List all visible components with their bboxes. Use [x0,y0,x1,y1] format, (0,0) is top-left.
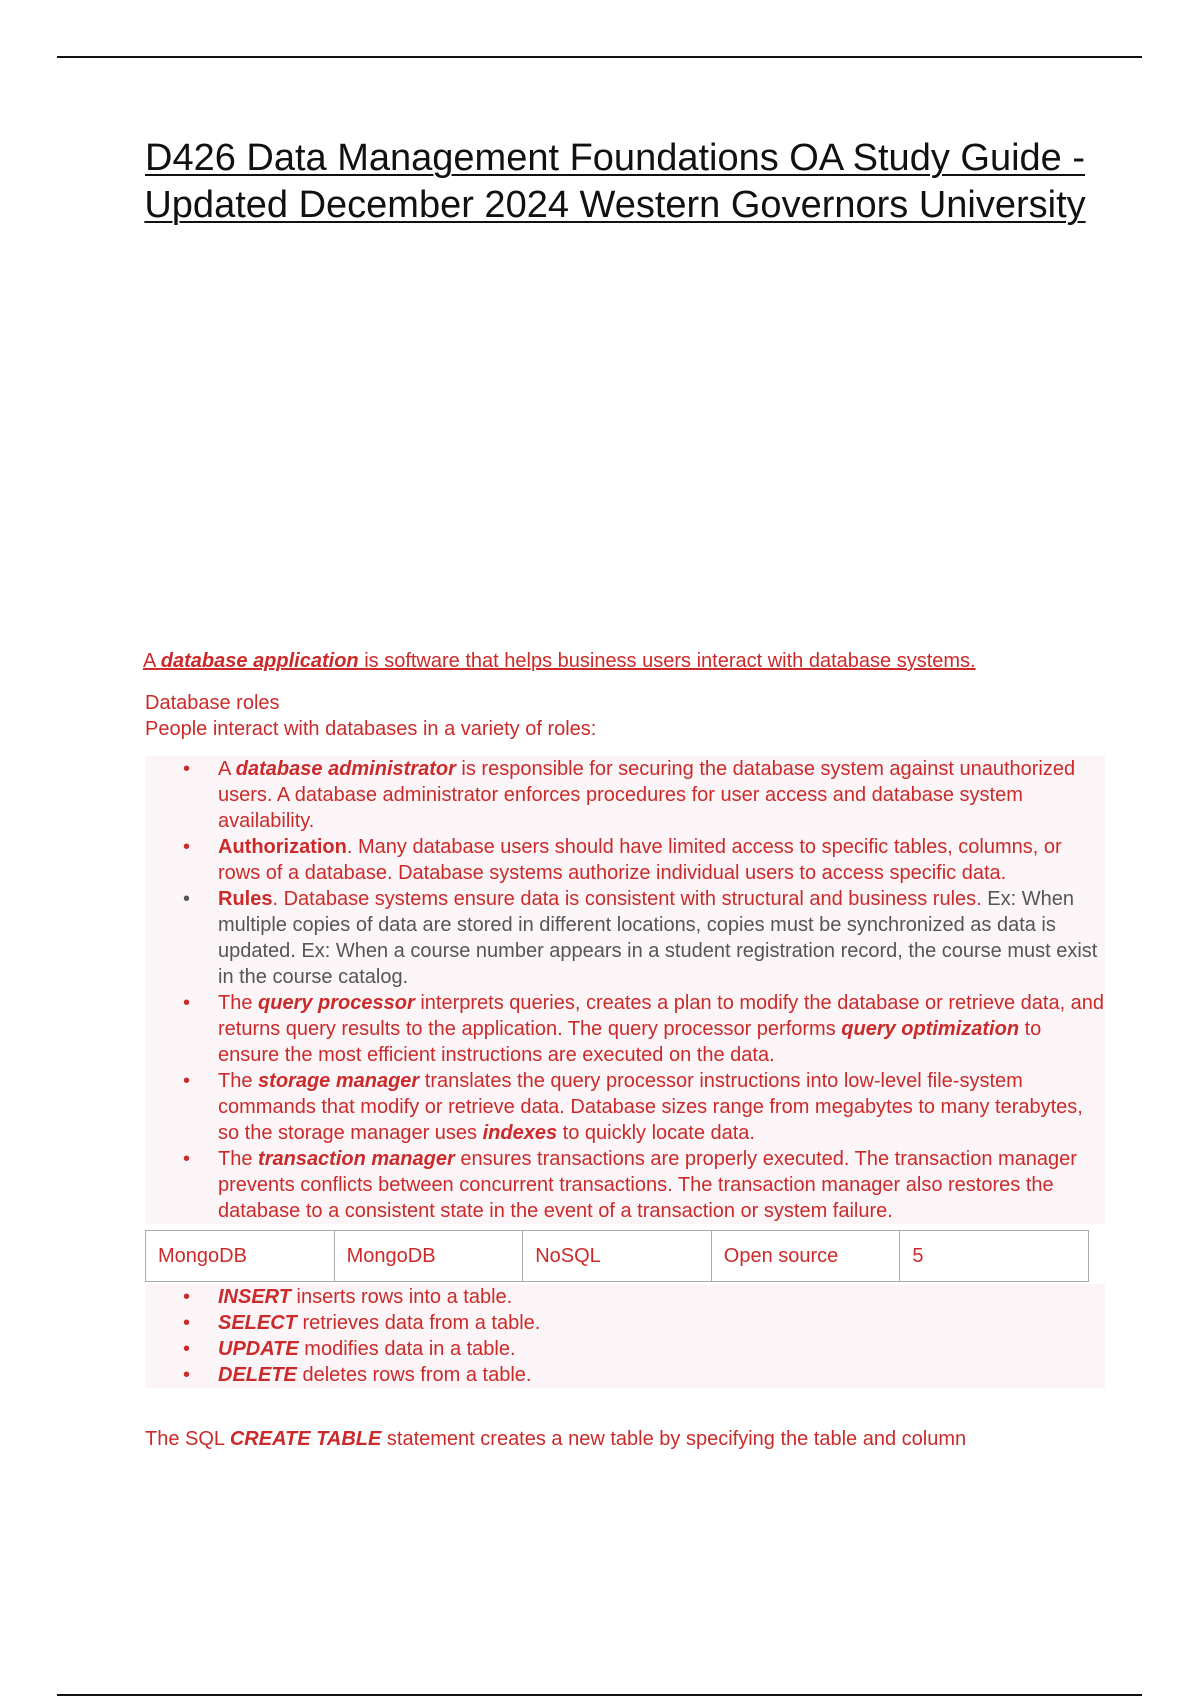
create-pre: The SQL [145,1428,230,1450]
list-item [145,1146,1105,1224]
insert-post: inserts rows into a table. [290,1286,513,1308]
document-body [145,648,1105,1452]
bullet-icon: • [183,836,191,858]
tm-term: transaction manager [258,1148,455,1170]
bullet-icon: • [183,1148,191,1170]
list-item [145,1362,1105,1388]
bullet-icon: • [183,758,191,780]
bullet-icon: • [183,992,191,1014]
intro-pre: A [143,650,161,672]
create-post: statement creates a new table by specifying the table and column [381,1428,967,1450]
list-item [145,1310,1105,1336]
top-rule [57,56,1142,58]
auth-term: Authorization [218,836,347,858]
sm-term: storage manager [258,1070,420,1092]
delete-post: deletes rows from a table. [296,1364,532,1386]
select-term: SELECT [218,1312,297,1334]
list-item [145,756,1105,834]
select-post: retrieves data from a table. [296,1312,541,1334]
list-item [145,1336,1105,1362]
sm-post: to quickly locate data. [557,1122,755,1144]
bullet-icon: • [183,1312,191,1334]
tm-post: ensures transactions are properly executed. The transaction manager prevents conflicts between concurrent transactions. The transaction manager also restores the database to a consistent state in the event of a transaction or system failure. [218,1148,1077,1222]
roles-list [145,756,1105,1224]
create-table-paragraph [145,1426,1105,1452]
update-term: UPDATE [218,1338,299,1360]
document-title: D426 Data Management Foundations OA Study Guide - Updated December 2024 Western Governors University [144,137,1086,226]
list-item [145,1284,1105,1310]
dba-post: is responsible for securing the database system against unauthorized users. A database administrator enforces procedures for user access and database system availability. [218,758,1076,832]
tm-pre: The [218,1148,259,1170]
sm-mid: translates the query processor instructions into low-level file-system commands that modify or retrieve data. Database sizes range from megabytes to many terabytes, so the storage manager uses [218,1070,1083,1144]
intro-term: database application [160,650,359,672]
rules-term: Rules [218,888,273,910]
auth-post: . Many database users should have limited access to specific tables, columns, or rows of a database. Database systems authorize individual users to access specific data. [218,836,1062,884]
intro-post: is software that helps business users interact with database systems. [358,650,976,672]
dba-term: database administrator [235,758,456,780]
sm-term2: indexes [482,1122,558,1144]
create-term: CREATE TABLE [229,1428,382,1450]
rules-post: . Database systems ensure data is consistent with structural and business rules. [272,888,982,910]
table-cell: MongoDB [146,1231,335,1282]
bottom-rule [57,1694,1142,1696]
roles-intro: People interact with databases in a variety of roles: [145,718,597,740]
intro-paragraph [143,648,1105,674]
list-item [145,1068,1105,1146]
rules-examples: Ex: When multiple copies of data are stored in different locations, copies must be synchronized as data is updated. Ex: When a course number appears in a student registration record, the course must exist in the course catalog. [218,888,1098,988]
sql-commands-list [145,1284,1105,1388]
bullet-icon: • [183,1364,191,1386]
qp-term: query processor [258,992,415,1014]
table-cell: MongoDB [334,1231,523,1282]
list-item [145,886,1105,990]
table-row [146,1231,1089,1282]
bullet-icon: • [183,1286,191,1308]
delete-term: DELETE [218,1364,297,1386]
sm-pre: The [218,1070,259,1092]
database-table [145,1230,1089,1282]
table-cell: Open source [711,1231,900,1282]
list-item [145,834,1105,886]
qp-mid: interprets queries, creates a plan to modify the database or retrieve data, and returns query results to the application. The query processor performs [218,992,1105,1040]
bullet-icon: • [183,888,191,910]
qp-pre: The [218,992,259,1014]
table-cell: NoSQL [523,1231,712,1282]
qp-term2: query optimization [841,1018,1020,1040]
bullet-icon: • [183,1338,191,1360]
table-cell: 5 [900,1231,1089,1282]
bullet-icon: • [183,1070,191,1092]
update-post: modifies data in a table. [298,1338,516,1360]
qp-post: to ensure the most efficient instructions are executed on the data. [218,1018,1042,1066]
roles-heading: Database roles [145,692,280,714]
insert-term: INSERT [218,1286,291,1308]
dba-pre: A [218,758,236,780]
list-item [145,990,1105,1068]
